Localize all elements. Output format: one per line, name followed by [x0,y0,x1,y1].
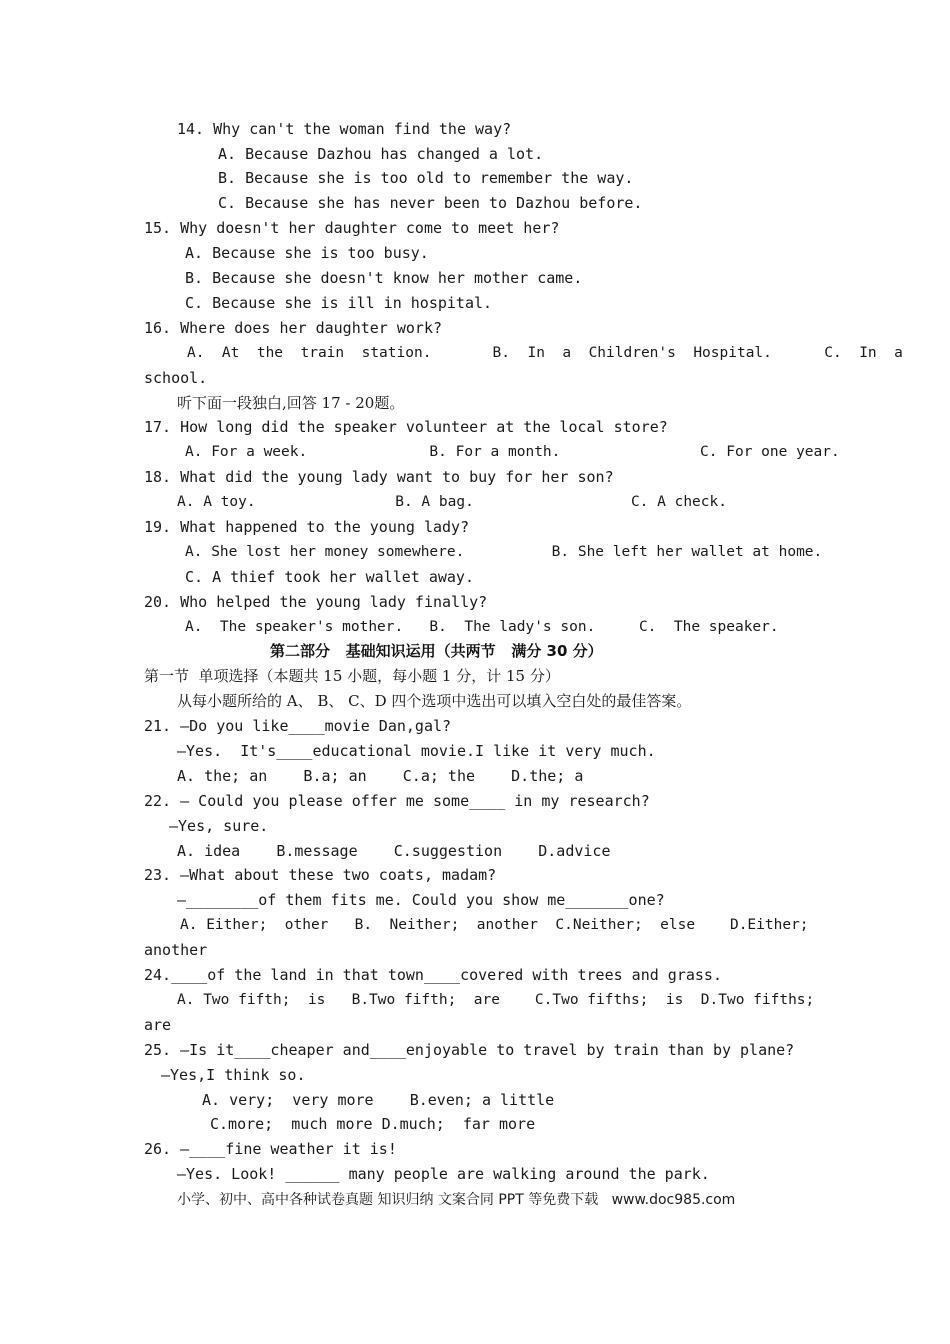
q19-options-ab: A. She lost her money somewhere. B. She left her wallet at home. [185,544,823,560]
q17-stem: 17. How long did the speaker volunteer at the local store? [144,418,668,436]
q23-options: A. Either; other B. Neither; another C.Neither; else D.Either; [180,917,809,933]
monologue-instruction: 听下面一段独白,回答 17 - 20题。 [177,394,405,412]
q16-stem: 16. Where does her daughter work? [144,319,443,337]
q19-stem: 19. What happened to the young lady? [144,518,470,536]
q18-options: A. A toy. B. A bag. C. A check. [177,494,727,510]
q25-line2: —Yes,I think so. [161,1066,306,1084]
q15-option-c: C. Because she is ill in hospital. [185,294,493,312]
q24-line1: 24.____of the land in that town____covered with trees and grass. [144,966,722,984]
q14-option-b: B. Because she is too old to remember the way. [218,169,634,187]
q14-stem: 14. Why can't the woman find the way? [177,120,512,138]
q16-options: A. At the train station. B. In a Children's Hospital. C. In a [187,345,903,361]
q15-option-a: A. Because she is too busy. [185,244,429,262]
q25-options-cd: C.more; much more D.much; far more [210,1115,536,1133]
q14-option-a: A. Because Dazhou has changed a lot. [218,145,544,163]
q21-options: A. the; an B.a; an C.a; the D.the; a [177,767,584,785]
q22-line1: 22. — Could you please offer me some____ in my research? [144,792,650,810]
q20-options: A. The speaker's mother. B. The lady's son. C. The speaker. [185,619,779,635]
part2-heading: 第二部分 基础知识运用（共两节 满分 30 分） [270,642,603,660]
q26-line1: 26. —____fine weather it is! [144,1140,397,1158]
q15-option-b: B. Because she doesn't know her mother came. [185,269,583,287]
q21-line1: 21. —Do you like____movie Dan,gal? [144,717,452,735]
section1-title: 第一节 单项选择（本题共 15 小题，每小题 1 分，计 15 分） [144,667,560,685]
q23-line1: 23. —What about these two coats, madam? [144,866,497,884]
section1-instruction: 从每小题所给的 A、 B、 C、D 四个选项中选出可以填入空白处的最佳答案。 [177,692,692,710]
q23-options-continued: another [144,941,208,959]
q14-option-c: C. Because she has never been to Dazhou before. [218,194,643,212]
footer-download-note: 小学、初中、高中各种试卷真题 知识归纳 文案合同 PPT 等免费下载 www.doc985.com [177,1192,736,1208]
q17-options: A. For a week. B. For a month. C. For one year. [185,444,840,460]
q19-option-c: C. A thief took her wallet away. [185,568,474,586]
q16-options-continued: school. [144,369,208,387]
q24-options-continued: are [144,1016,172,1034]
q24-options: A. Two fifth; is B.Two fifth; are C.Two fifths; is D.Two fifths; [177,992,815,1008]
q22-line2: —Yes, sure. [169,817,269,835]
q25-options-ab: A. very; very more B.even; a little [202,1091,555,1109]
q20-stem: 20. Who helped the young lady finally? [144,593,488,611]
q21-line2: —Yes. It's____educational movie.I like it very much. [177,742,656,760]
q15-stem: 15. Why doesn't her daughter come to meet her? [144,219,560,237]
q22-options: A. idea B.message C.suggestion D.advice [177,842,611,860]
q25-line1: 25. —Is it____cheaper and____enjoyable to travel by train than by plane? [144,1041,795,1059]
q26-line2: —Yes. Look! ______ many people are walking around the park. [177,1165,710,1183]
q23-line2: —________of them fits me. Could you show me_______one? [177,891,665,909]
q18-stem: 18. What did the young lady want to buy for her son? [144,468,614,486]
